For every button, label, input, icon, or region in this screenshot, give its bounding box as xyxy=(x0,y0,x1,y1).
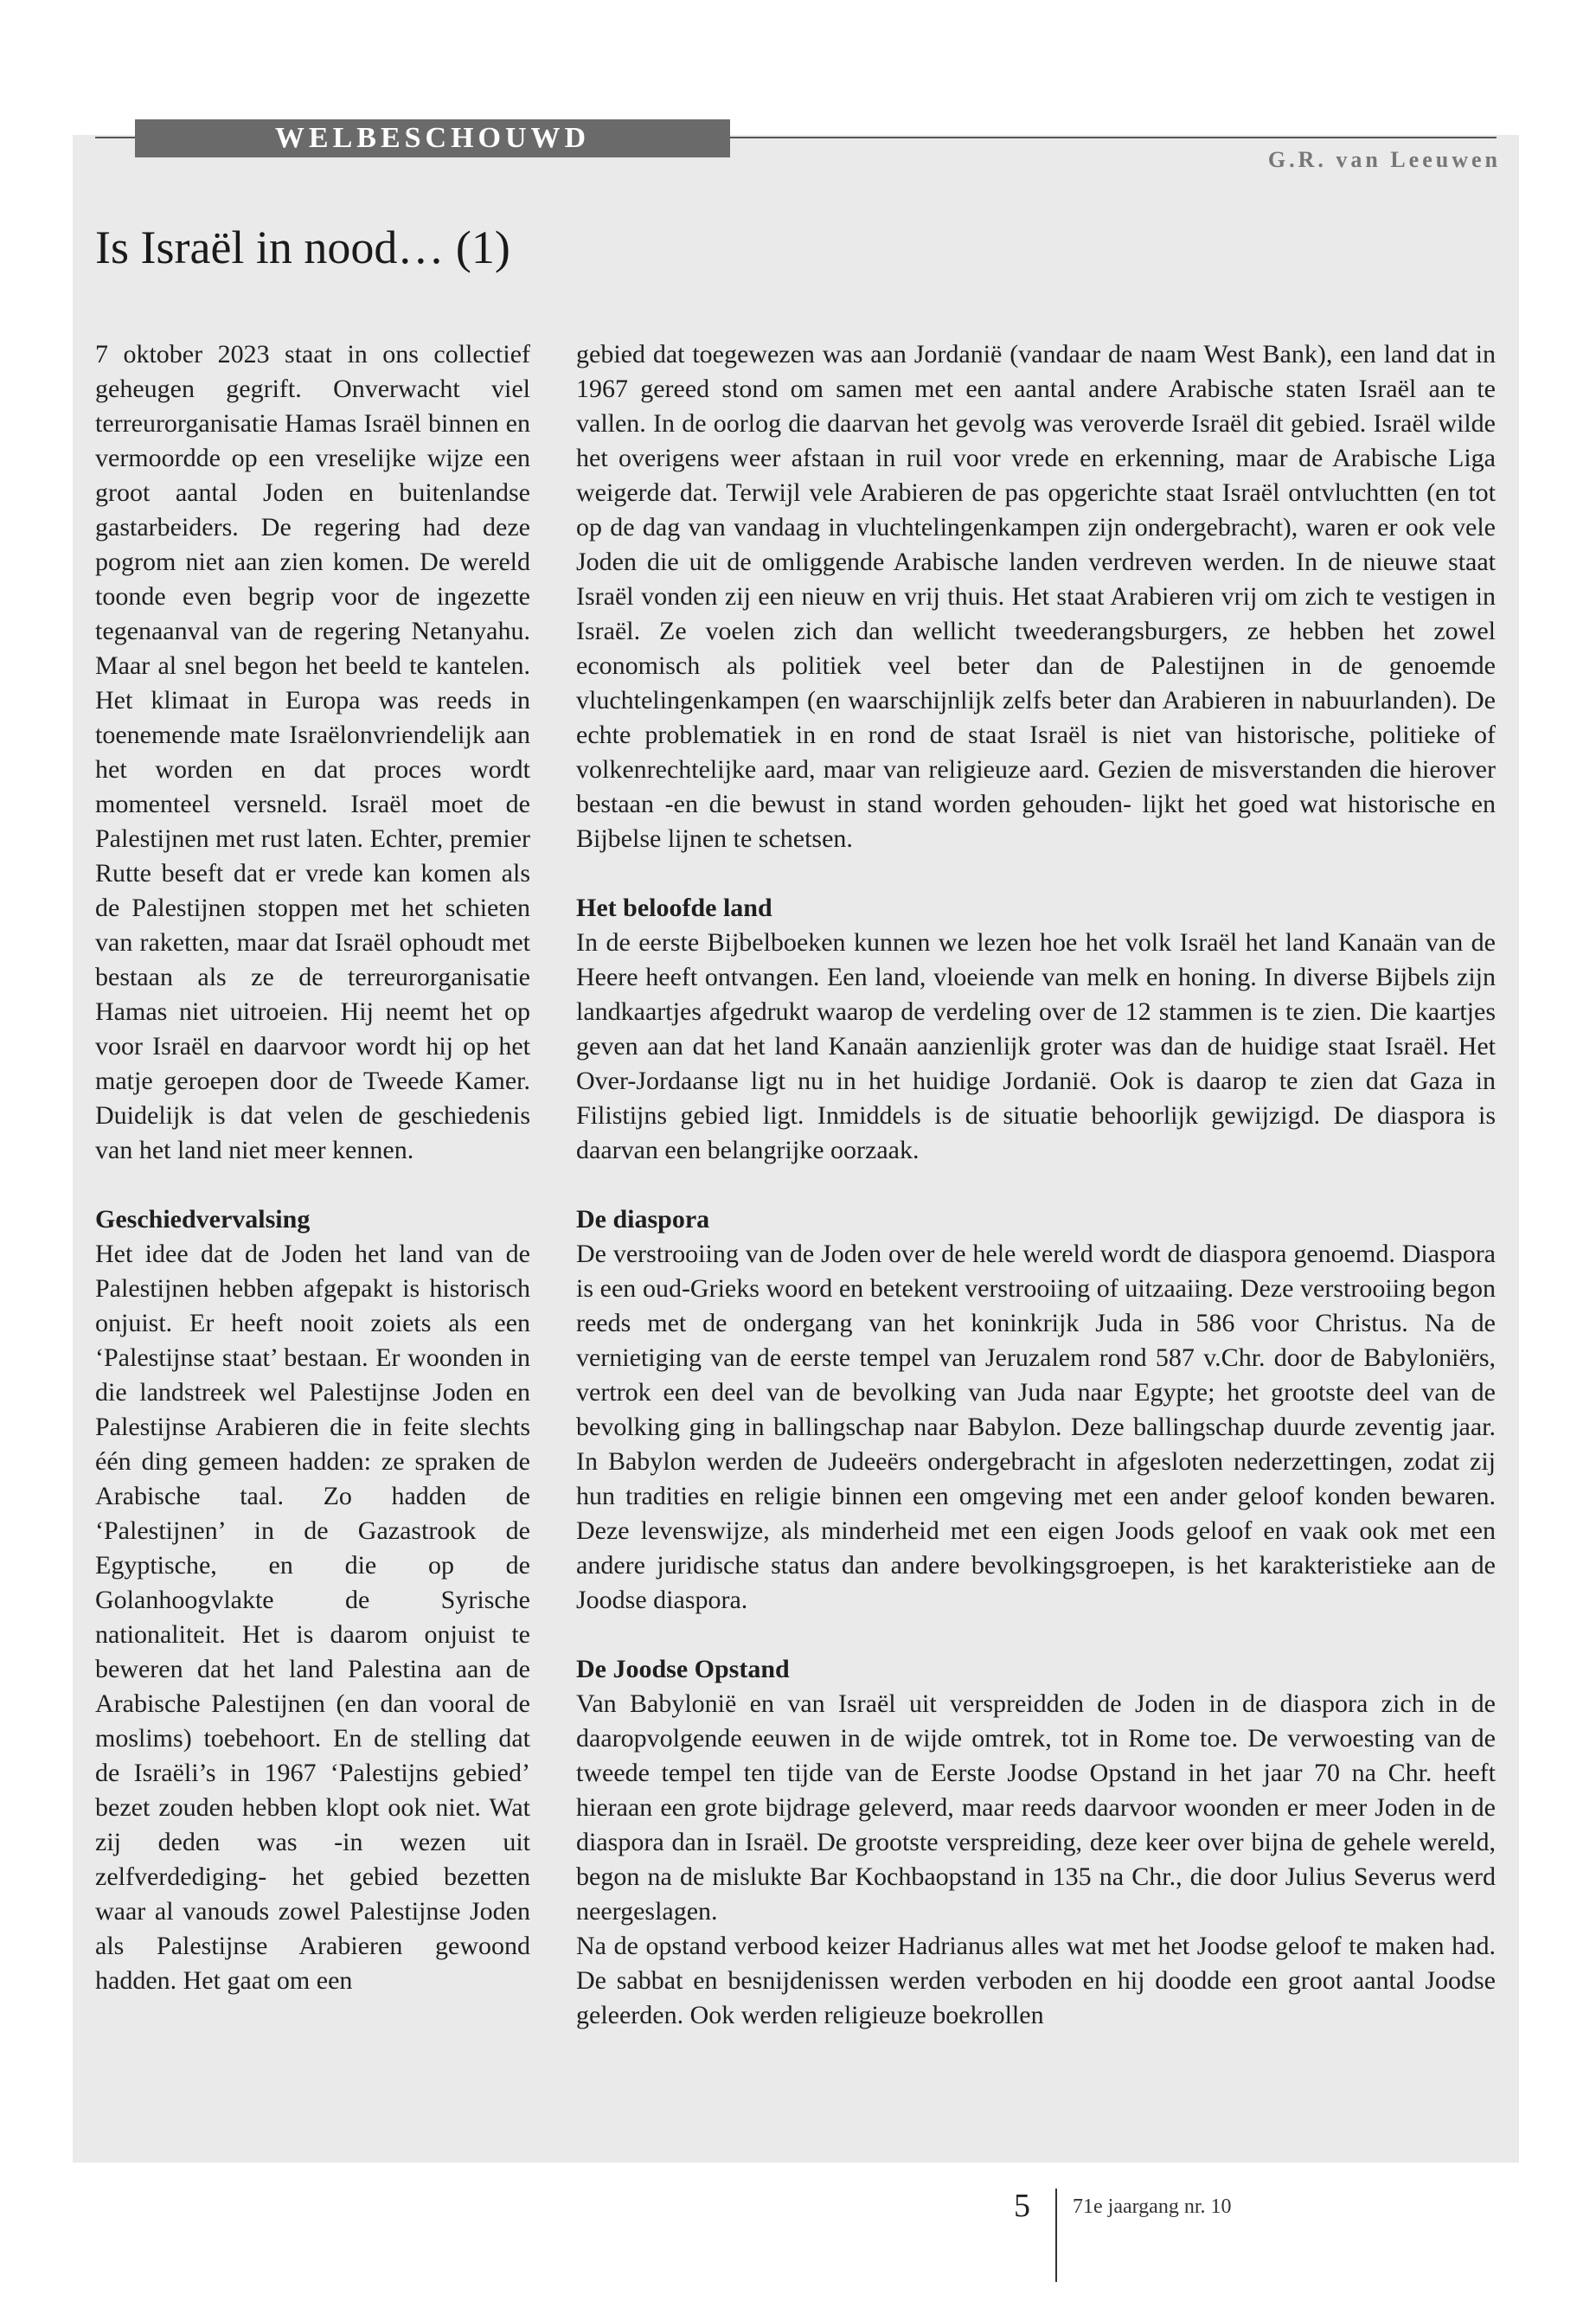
right-column xyxy=(576,337,1496,2033)
geschiedvervalsing-paragraph: Het idee dat de Joden het land van de Palestijnen hebben afgepakt is historisch onjuist. Er heeft nooit zoiets als een ‘Palestijnse staat’ bestaan. Er woonden in die landstreek wel Palestijnse Joden en Palestijnse Arabieren die in feite slechts één ding gemeen hadden: ze spraken de Arabische taal. Zo hadden de ‘Palestijnen’ in de Gazastrook de Egyptische, en die op de Golanhoogvlakte de Syrische nationaliteit. Het is daarom onjuist te beweren dat het land Palestina aan de Arabische Palestijnen (en dan vooral de moslims) toebehoort. En de stelling dat de Israëli’s in 1967 ‘Palestijns gebied’ bezet zouden hebben klopt ook niet. Wat zij deden was -in wezen uit zelfverdediging- het gebied bezetten waar al vanouds zowel Palestijnse Joden als Palestijnse Arabieren gewoond hadden. Het gaat om een xyxy=(95,1240,530,1995)
continuation-paragraph: gebied dat toegewezen was aan Jordanië (vandaar de naam West Bank), een land dat in 1967 gereed stond om samen met een aantal andere Arabische staten Israël aan te vallen. In de oorlog die daarvan het gevolg was veroverde Israël dit gebied. Israël wilde het overigens weer afstaan in ruil voor vrede en erkenning, maar de Arabische Liga weigerde dat. Terwijl vele Arabieren de pas opgerichte staat Israël ontvluchtten (en tot op de dag van vandaag in vluchtelingenkampen zijn ondergebracht), waren er ook vele Joden die uit de omliggende Arabische landen verdreven werden. In de nieuwe staat Israël vonden zij een nieuw en vrij thuis. Het staat Arabieren vrij om zich te vestigen in Israël. Ze voelen zich dan wellicht tweederangsburgers, ze hebben het zowel economisch als politiek veel beter dan de Palestijnen in de genoemde vluchtelingenkampen (en waarschijnlijk zelfs beter dan Arabieren in nabuurlanden). De echte problematiek in en rond de staat Israël is niet van historische, politieke of volkenrechtelijke aard, maar van religieuze aard. Gezien de misverstanden die hierover bestaan -en die bewust in stand worden gehouden- lijkt het goed wat historische en Bijbelse lijnen te schetsen. xyxy=(576,340,1496,853)
left-column xyxy=(95,337,530,1998)
diaspora-paragraph: De verstrooiing van de Joden over de hele wereld wordt de diaspora genoemd. Diaspora is een oud-Grieks woord en betekent verstrooiing of uitzaaiing. Deze verstrooiing begon reeds met de ondergang van het koninkrijk Juda in 586 voor Christus. Na de vernietiging van de eerste tempel van Jeruzalem rond 587 v.Chr. door de Babyloniërs, vertrok een deel van de bevolking van Juda naar Egypte; het grootste deel van de bevolking ging in ballingschap naar Babylon. Deze ballingschap duurde zeventig jaar. In Babylon werden de Judeeërs ondergebracht in afgesloten nederzettingen, zodat zij hun tradities en religie binnen een omgeving met een ander geloof konden bewaren. Deze levenswijze, als minderheid met een eigen Joods geloof en vaak ook met een andere juridische status dan andere bevolkingsgroepen, is het karakteristieke aan de Joodse diaspora. xyxy=(576,1240,1496,1614)
heading-beloofde-land: Het beloofde land xyxy=(576,894,772,922)
section-label: WELBESCHOUWD xyxy=(274,122,591,154)
author-name: G.R. van Leeuwen xyxy=(1267,147,1501,172)
heading-geschiedvervalsing: Geschiedvervalsing xyxy=(95,1205,311,1234)
hadrianus-paragraph: Na de opstand verbood keizer Hadrianus alles wat met het Joodse geloof te maken had. De sabbat en besnijdenissen werden verboden en hij doodde een groot aantal Joodse geleerden. Ook werden religieuze boekrollen xyxy=(576,1932,1496,2029)
issue-info: 71e jaargang nr. 10 xyxy=(1073,2195,1232,2218)
page-number: 5 xyxy=(1014,2188,1030,2224)
opstand-paragraph: Van Babylonië en van Israël uit verspreidden de Joden in de diaspora zich in de daaropvolgende eeuwen in de wijde omtrek, tot in Rome toe. De verwoesting van de tweede tempel ten tijde van de Eerste Joodse Opstand in het jaar 70 na Chr. heeft hieraan een grote bijdrage geleverd, maar reeds daarvoor woonden er meer Joden in de diaspora dan in Israël. De grootste verspreiding, deze keer over bijna de gehele wereld, begon na de mislukte Bar Kochbaopstand in 135 na Chr., die door Julius Severus werd neergeslagen. xyxy=(576,1689,1496,1926)
footer-divider xyxy=(1055,2189,1057,2282)
section-banner xyxy=(135,119,730,157)
heading-diaspora: De diaspora xyxy=(576,1205,710,1234)
article-title: Is Israël in nood… (1) xyxy=(95,221,510,273)
intro-paragraph: 7 oktober 2023 staat in ons collectief geheugen gegrift. Onverwacht viel terreurorganisatie Hamas Israël binnen en vermoordde op een vreselijke wijze een groot aantal Joden en buitenlandse gastarbeiders. De regering had deze pogrom niet aan zien komen. De wereld toonde even begrip voor de ingezette tegenaanval van de regering Netanyahu. Maar al snel begon het beeld te kantelen. Het klimaat in Europa was reeds in toenemende mate Israëlonvriendelijk aan het worden en dat proces wordt momenteel versneld. Israël moet de Palestijnen met rust laten. Echter, premier Rutte beseft dat er vrede kan komen als de Palestijnen stoppen met het schieten van raketten, maar dat Israël ophoudt met bestaan als ze de terreurorganisatie Hamas niet uitroeien. Hij neemt het op voor Israël en daarvoor wordt hij op het matje geroepen door de Tweede Kamer. Duidelijk is dat velen de geschiedenis van het land niet meer kennen. xyxy=(95,340,530,1164)
beloofde-land-paragraph: In de eerste Bijbelboeken kunnen we lezen hoe het volk Israël het land Kanaän van de Heere heeft ontvangen. Een land, vloeiende van melk en honing. In diverse Bijbels zijn landkaartjes afgedrukt waarop de verdeling over de 12 stammen is te zien. Die kaartjes geven aan dat het land Kanaän aanzienlijk groter was dan de huidige staat Israël. Het Over-Jordaanse ligt nu in het huidige Jordanië. Ook is daarop te zien dat Gaza in Filistijns gebied ligt. Inmiddels is de situatie behoorlijk gewijzigd. De diaspora is daarvan een belangrijke oorzaak. xyxy=(576,928,1496,1164)
heading-joodse-opstand: De Joodse Opstand xyxy=(576,1655,790,1683)
